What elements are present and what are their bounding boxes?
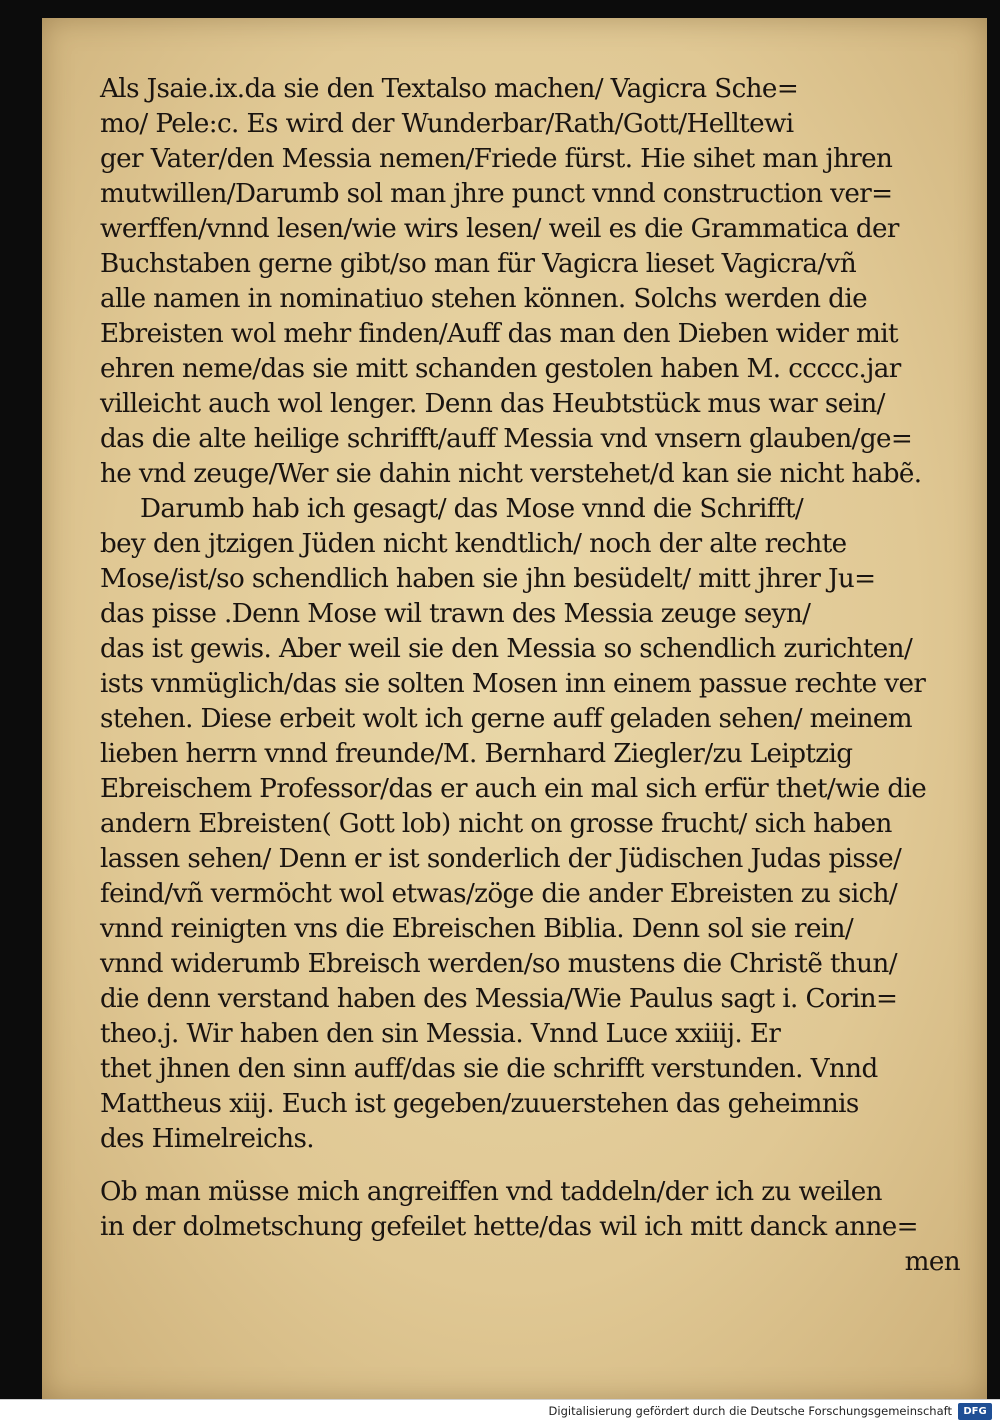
text-line: Mattheus xiij. Euch ist gegeben/zuuerstehen das geheimnis (100, 1089, 859, 1119)
text-line: lieben herrn vnnd freunde/M. Bernhard Ziegler/zu Leiptzig (100, 739, 853, 769)
text-line: werffen/vnnd lesen/wie wirs lesen/ weil es die Grammatica der (100, 214, 899, 244)
text-line: Buchstaben gerne gibt/so man für Vagicra lieset Vagicra/vñ (100, 249, 857, 279)
text-line: Mose/ist/so schendlich haben sie jhn besüdelt/ mitt jhrer Ju= (100, 564, 876, 594)
text-line: Ebreischem Professor/das er auch ein mal sich erfür thet/wie die (100, 774, 927, 804)
text-line: mutwillen/Darumb sol man jhre punct vnnd construction ver= (100, 179, 893, 209)
paragraph-start-line: Ob man müsse mich angreiffen vnd taddeln/der ich zu weilen (100, 1177, 882, 1207)
text-line: die denn verstand haben des Messia/Wie Paulus sagt i. Corin= (100, 984, 898, 1014)
text-line: mo/ Pele:c. Es wird der Wunderbar/Rath/Gott/Helltewi (100, 109, 794, 139)
text-line: Als Jsaie.ix.da sie den Textalso machen/ Vagicra Sche= (100, 74, 799, 104)
text-line: he vnd zeuge/Wer sie dahin nicht verstehet/d kan sie nicht habẽ. (100, 459, 922, 489)
page-text (100, 72, 960, 1280)
text-line: ists vnmüglich/das sie solten Mosen inn einem passue rechte ver (100, 669, 926, 699)
text-line: des Himelreichs. (100, 1124, 315, 1154)
text-line: theo.j. Wir haben den sin Messia. Vnnd Luce xxiiij. Er (100, 1019, 781, 1049)
text-line: ehren neme/das sie mitt schanden gestolen haben M. ccccc.jar (100, 354, 901, 384)
text-line: lassen sehen/ Denn er ist sonderlich der Jüdischen Judas pisse/ (100, 844, 902, 874)
text-line: das die alte heilige schrifft/auff Messia vnd vnsern glauben/ge= (100, 424, 913, 454)
text-line: stehen. Diese erbeit wolt ich gerne auff geladen sehen/ meinem (100, 704, 912, 734)
text-line: ger Vater/den Messia nemen/Friede fürst. Hie sihet man jhren (100, 144, 893, 174)
dfg-logo: DFG (958, 1403, 992, 1420)
text-line: vnnd reinigten vns die Ebreischen Biblia. Denn sol sie rein/ (100, 914, 854, 944)
text-line: feind/vñ vermöcht wol etwas/zöge die ander Ebreisten zu sich/ (100, 879, 898, 909)
footer-bar (0, 1399, 1000, 1424)
text-line: in der dolmetschung gefeilet hette/das wil ich mitt danck anne= (100, 1212, 919, 1242)
book-page (42, 18, 987, 1400)
text-line: das ist gewis. Aber weil sie den Messia so schendlich zurichten/ (100, 634, 913, 664)
text-line: vnnd widerumb Ebreisch werden/so mustens die Christẽ thun/ (100, 949, 897, 979)
text-line: bey den jtzigen Jüden nicht kendtlich/ noch der alte rechte (100, 529, 847, 559)
catchword: men (904, 1247, 960, 1277)
paragraph-start-line: Darumb hab ich gesagt/ das Mose vnnd die Schrifft/ (140, 494, 804, 524)
text-line: das pisse .Denn Mose wil trawn des Messia zeuge seyn/ (100, 599, 811, 629)
text-line: andern Ebreisten( Gott lob) nicht on grosse frucht/ sich haben (100, 809, 892, 839)
text-line: alle namen in nominatiuo stehen können. Solchs werden die (100, 284, 868, 314)
text-line: thet jhnen den sinn auff/das sie die schrifft verstunden. Vnnd (100, 1054, 878, 1084)
funding-notice: Digitalisierung gefördert durch die Deutsche Forschungsgemeinschaft (548, 1404, 952, 1418)
text-line: Ebreisten wol mehr finden/Auff das man den Dieben wider mit (100, 319, 898, 349)
text-line: villeicht auch wol lenger. Denn das Heubtstück mus war sein/ (100, 389, 885, 419)
